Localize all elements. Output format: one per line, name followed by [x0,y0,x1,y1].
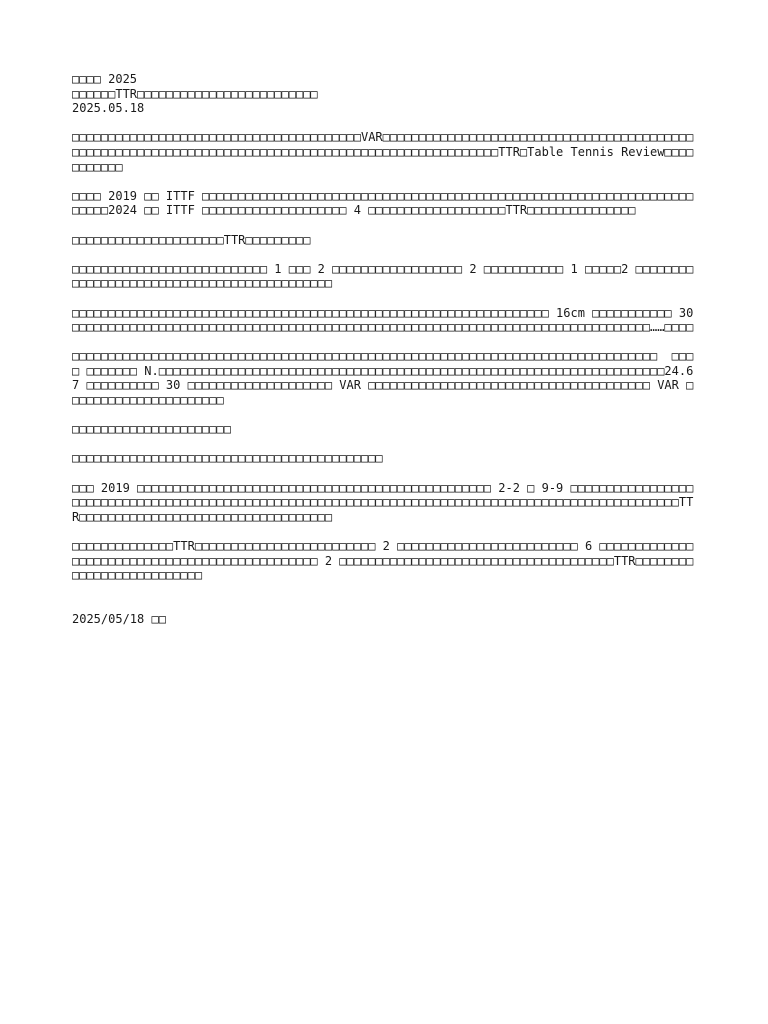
paragraph-2: □□□□ 2019 □□ ITTF □□□□□□□□□□□□□□□□□□□□□□□□□□□□□□□□□□□□□□□□□□□□□□□□□□□□□□□□□□□□□□□□□□□□□□□□□2024 □□ ITTF □□□□□□□□□□□□□□□□□□□□ 4 □□□□□□□□□□□□□□□□□□□TTR□□□□□□□□□□□□□□□ [72,188,694,218]
paragraph-7: □□□□□□□□□□□□□□□□□□□□□□ [72,422,231,437]
paragraph-6: □□□□□□□□□□□□□□□□□□□□□□□□□□□□□□□□□□□□□□□□□□□□□□□□□□□□□□□□□□□□□□□□□□□□□□□□□□□□□□□□□ □□□□ □□□□□□□ N.□□□□□□□□□□□□□□□□□□□□□□□□□□□□□□□□□□□□□□□□□□□□□□□□□□□□□□□□□□□□□□□□□□□□□□24.67 □□□□□□□□□□ 30 □□□□□□□□□□□□□□□□□□□□ VAR □□□□□□□□□□□□□□□□□□□□□□□□□□□□□□□□□□□□□□□ VAR □□□□□□□□□□□□□□□□□□□□□□ [72,349,694,408]
article-title: □□□□□□TTR□□□□□□□□□□□□□□□□□□□□□□□□□ [72,86,318,101]
paragraph-4: □□□□□□□□□□□□□□□□□□□□□□□□□□□ 1 □□□ 2 □□□□□□□□□□□□□□□□□□ 2 □□□□□□□□□□□ 1 □□□□□2 □□□□□□□□□□□□□□□□□□□□□□□□□□□□□□□□□□□□□□□□□□□□ [72,261,694,291]
paragraph-5: □□□□□□□□□□□□□□□□□□□□□□□□□□□□□□□□□□□□□□□□□□□□□□□□□□□□□□□□□□□□□□□□□□ 16cm □□□□□□□□□□□ 30 □□□□□□□□□□□□□□□□□□□□□□□□□□□□□□□□□□□□□□□□□□□□□□□□□□□□□□□□□□□□□□□□□□□□□□□□□□□□□□□□……□□□□ [72,305,701,335]
paragraph-1: □□□□□□□□□□□□□□□□□□□□□□□□□□□□□□□□□□□□□□□□VAR□□□□□□□□□□□□□□□□□□□□□□□□□□□□□□□□□□□□□□□□□□□□□□□□□□□□□□□□□□□□□□□□□□□□□□□□□□□□□□□□□□□□□□□□□□□□□□□□□□□□□□TTR□Table Tennis Review□□□□□□□□□□□ [72,130,694,174]
paragraph-10: □□□□□□□□□□□□□□TTR□□□□□□□□□□□□□□□□□□□□□□□□□ 2 □□□□□□□□□□□□□□□□□□□□□□□□□ 6 □□□□□□□□□□□□□□□□□□□□□□□□□□□□□□□□□□□□□□□□□□□□□□□ 2 □□□□□□□□□□□□□□□□□□□□□□□□□□□□□□□□□□□□□□TTR□□□□□□□□□□□□□□□□□□□□□□□□□□ [72,539,694,583]
article-date: 2025.05.18 [72,101,145,116]
series-label: □□□□ 2025 [72,72,138,86]
footer-date: 2025/05/18 □□ [72,611,166,626]
article [72,72,701,627]
paragraph-3: □□□□□□□□□□□□□□□□□□□□□TTR□□□□□□□□□ [72,232,311,247]
paragraph-8: □□□□□□□□□□□□□□□□□□□□□□□□□□□□□□□□□□□□□□□□□□□ [72,451,383,466]
paragraph-9: □□□ 2019 □□□□□□□□□□□□□□□□□□□□□□□□□□□□□□□□□□□□□□□□□□□□□□□□□ 2-2 □ 9-9 □□□□□□□□□□□□□□□□□□□□□□□□□□□□□□□□□□□□□□□□□□□□□□□□□□□□□□□□□□□□□□□□□□□□□□□□□□□□□□□□□□□□□□□□□□□□□□□□□□□□□TTR□□□□□□□□□□□□□□□□□□□□□□□□□□□□□□□□□□□ [72,480,694,524]
